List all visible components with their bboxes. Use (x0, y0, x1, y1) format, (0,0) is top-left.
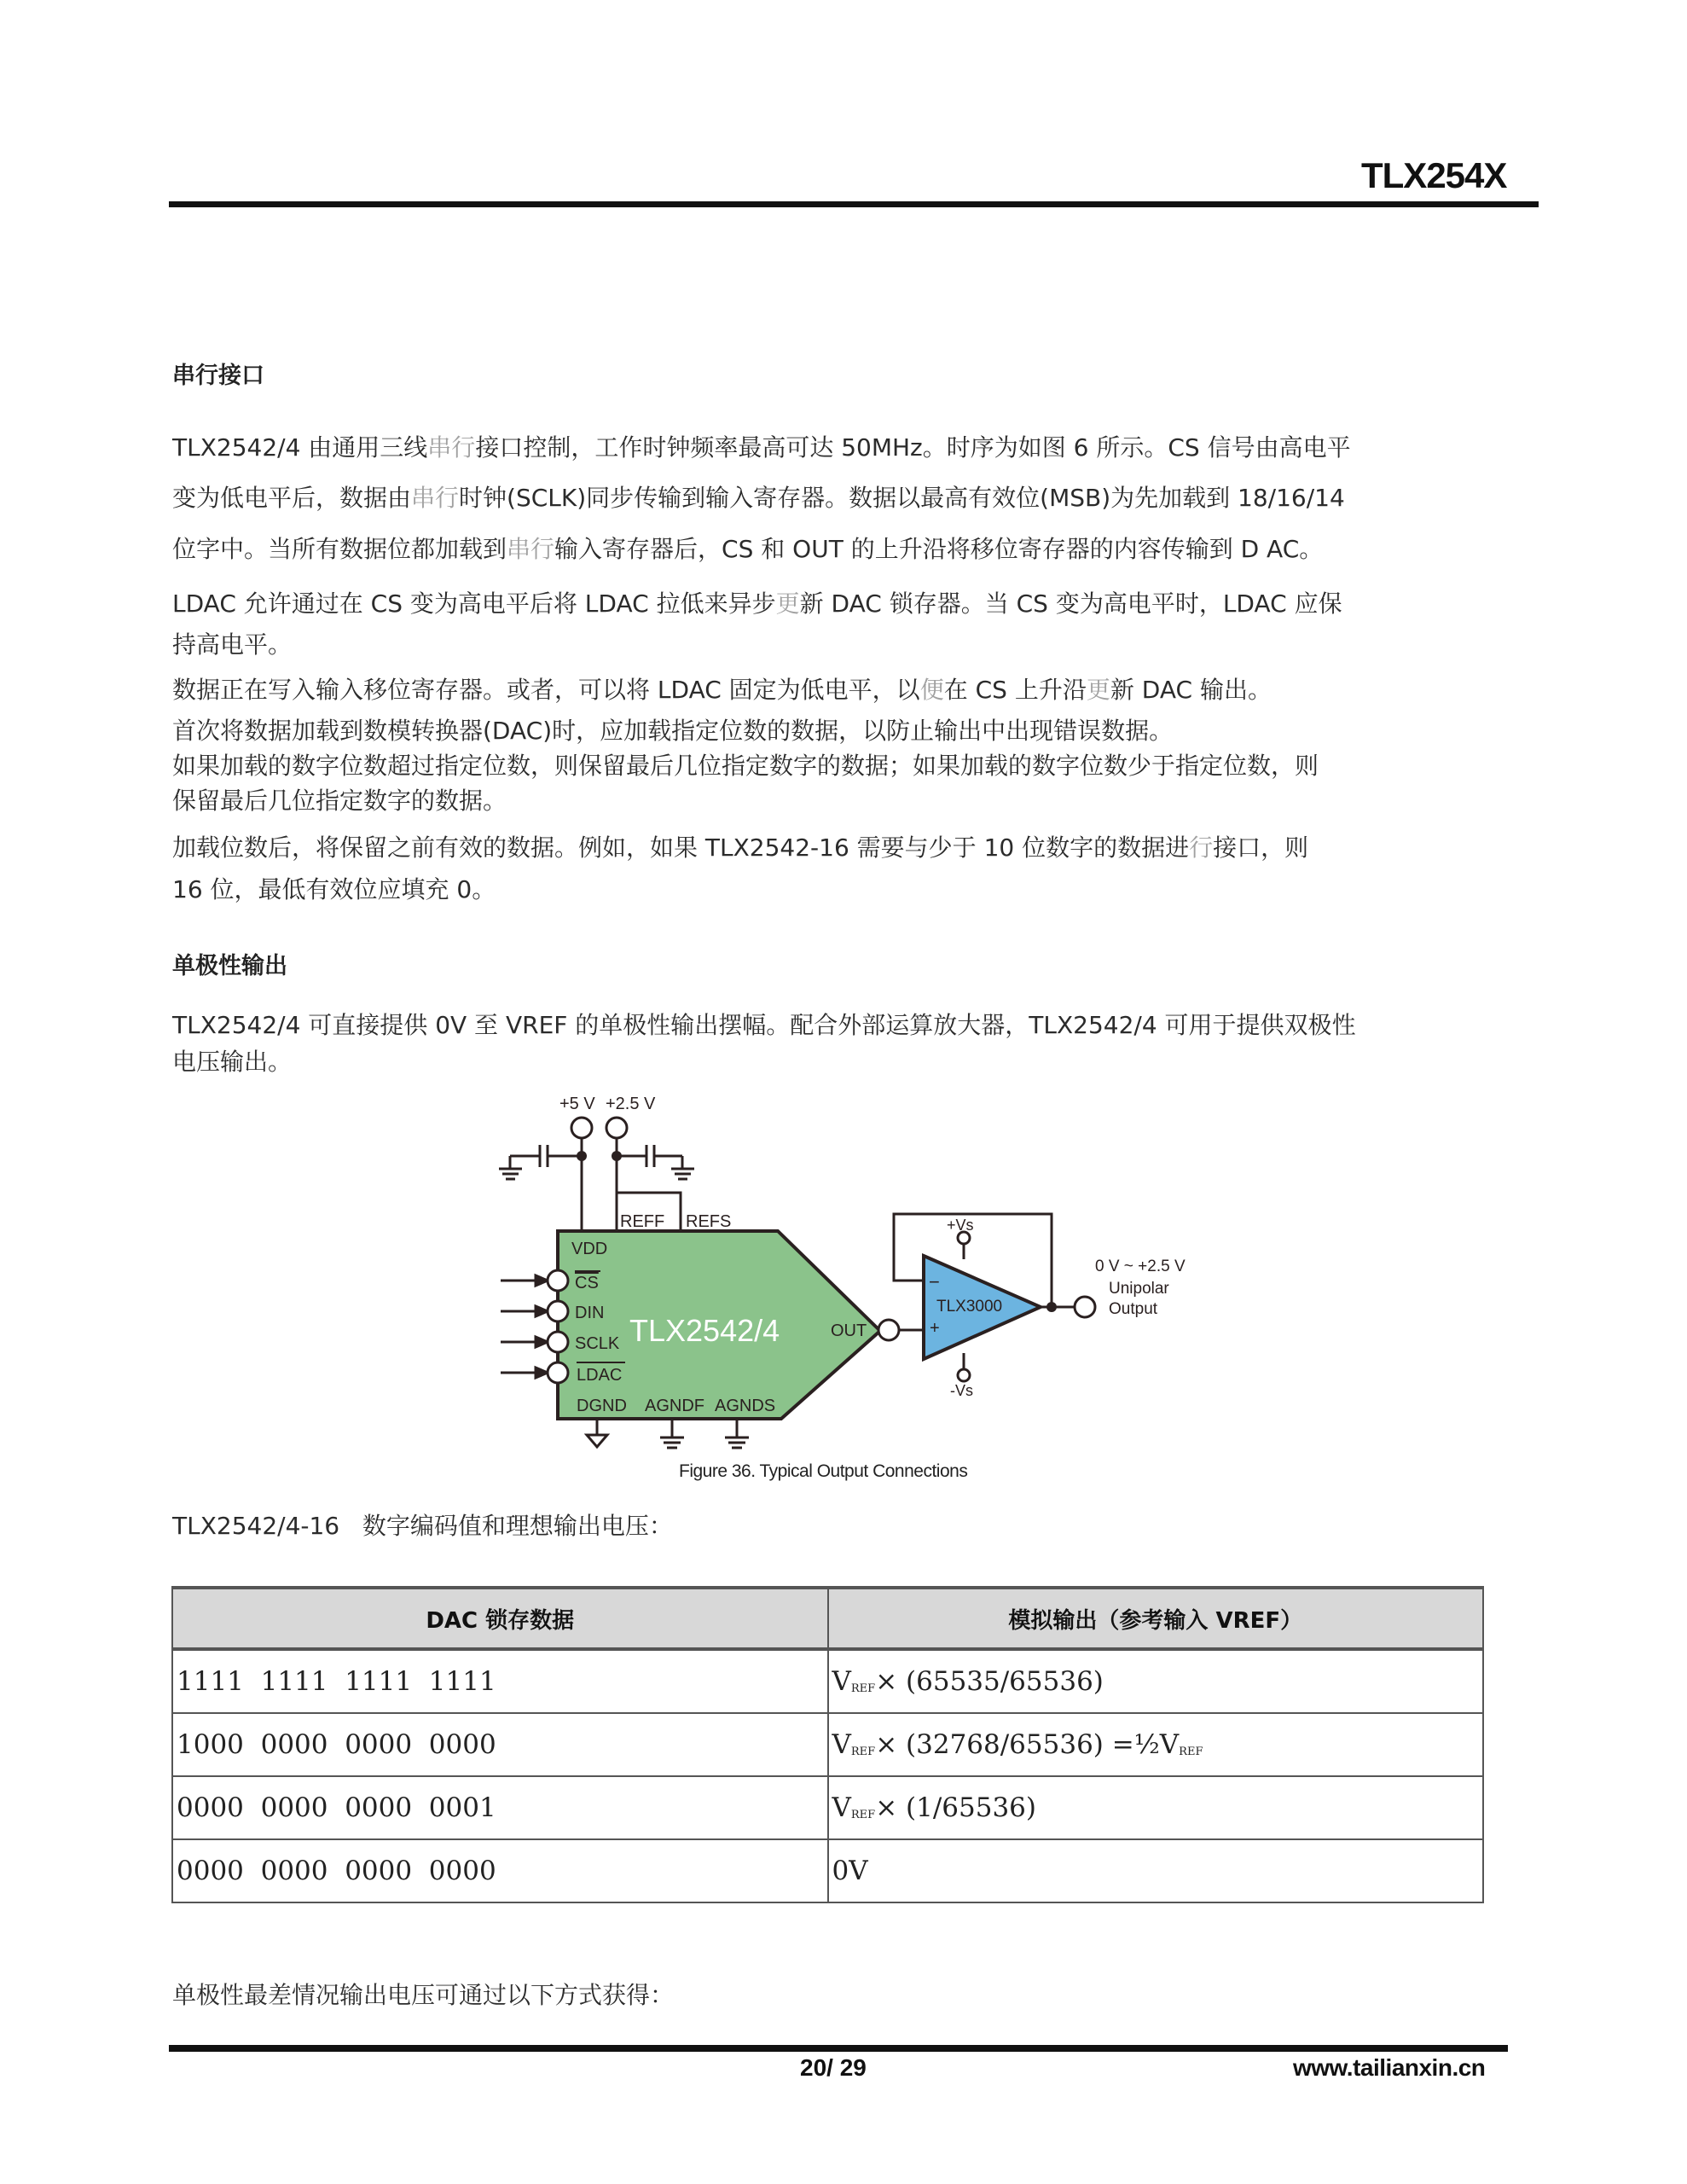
paragraph-line: 如果加载的数字位数超过指定位数，则保留最后几位指定数字的数据；如果加载的数字位数少于指定位数，则 (172, 752, 1319, 780)
paragraph-line: TLX2542/4 由通用三线串行接口控制，工作时钟频率最高可达 50MHz。时序为如图 6 所示。CS 信号由高电平 (172, 433, 1351, 462)
page-number: 20/ 29 (800, 2054, 867, 2081)
latch-code-cell: 1111 1111 1111 1111 (172, 1649, 828, 1713)
output-label-output: Output (1109, 1300, 1158, 1318)
opamp-minus: − (929, 1271, 940, 1292)
table-intro: TLX2542/4-16 数字编码值和理想输出电压： (172, 1512, 673, 1540)
table-header-row (172, 1588, 1483, 1649)
dac-code-table (171, 1586, 1484, 1903)
pos-supply-label: +Vs (947, 1217, 974, 1234)
paragraph-line: 保留最后几位指定数字的数据。 (172, 787, 507, 815)
paragraph-line: 16 位，最低有效位应填充 0。 (172, 875, 496, 903)
supply-5v-label: +5 V (559, 1095, 595, 1113)
supply-2v5-terminal (606, 1118, 627, 1138)
pin-label-reff: REFF (620, 1212, 665, 1231)
pos-supply-terminal (958, 1232, 970, 1244)
pin-label-agnds: AGNDS (715, 1397, 776, 1415)
pin-label-refs: REFS (686, 1212, 732, 1231)
output-connection-diagram (486, 1075, 1220, 1476)
table-row (172, 1776, 1483, 1839)
pin-label-sclk: SCLK (575, 1334, 620, 1353)
pin-label-cs: CS (575, 1274, 599, 1292)
paragraph-line: 变为低电平后，数据由串行时钟(SCLK)同步传输到输入寄存器。数据以最高有效位(MSB)为先加载到 18/16/14 (172, 484, 1345, 512)
table-row (172, 1713, 1483, 1776)
document-title: TLX254X (1361, 155, 1507, 195)
cs-input-pin (548, 1270, 568, 1291)
analog-output-cell: VREF× (32768/65536) =½VREF (828, 1713, 1484, 1776)
pin-label-din: DIN (575, 1304, 605, 1322)
ldac-input-pin (548, 1362, 568, 1383)
pin-label-out: OUT (831, 1321, 867, 1340)
din-input-pin (548, 1301, 568, 1321)
paragraph-line: 位字中。当所有数据位都加载到串行输入寄存器后，CS 和 OUT 的上升沿将移位寄存器的内容传输到 D AC。 (172, 535, 1324, 563)
output-range-label: 0 V ~ +2.5 V (1095, 1258, 1186, 1275)
analog-output-cell: VREF× (65535/65536) (828, 1649, 1484, 1713)
latch-code-cell: 0000 0000 0000 0000 (172, 1839, 828, 1902)
section-heading-unipolar: 单极性输出 (172, 953, 287, 979)
latch-code-cell: 0000 0000 0000 0001 (172, 1776, 828, 1839)
pin-label-dgnd: DGND (577, 1397, 627, 1415)
paragraph-line: 单极性最差情况输出电压可通过以下方式获得： (172, 1981, 675, 2009)
paragraph-line: 加载位数后，将保留之前有效的数据。例如，如果 TLX2542-16 需要与少于 10 位数字的数据进行接口，则 (172, 834, 1309, 862)
sclk-input-pin (548, 1332, 568, 1352)
output-label-unipolar: Unipolar (1109, 1280, 1169, 1298)
section-heading-serial: 串行接口 (172, 363, 264, 389)
pin-label-agndf: AGNDF (645, 1397, 704, 1415)
header-divider (169, 201, 1539, 207)
neg-supply-terminal (958, 1369, 970, 1381)
paragraph-line: 数据正在写入输入移位寄存器。或者，可以将 LDAC 固定为低电平，以便在 CS 上升沿更新 DAC 输出。 (172, 676, 1272, 704)
figure-caption: Figure 36. Typical Output Connections (679, 1461, 968, 1481)
pin-label-vdd: VDD (571, 1240, 608, 1258)
table-row (172, 1649, 1483, 1713)
table-row (172, 1839, 1483, 1902)
opamp-plus: + (930, 1319, 940, 1338)
paragraph-line: TLX2542/4 可直接提供 0V 至 VREF 的单极性输出摆幅。配合外部运算放大器，TLX2542/4 可用于提供双极性 (172, 1011, 1356, 1039)
paragraph-line: 首次将数据加载到数模转换器(DAC)时，应加载指定位数的数据，以防止输出中出现错误数据。 (172, 717, 1174, 745)
footer-divider (169, 2045, 1508, 2052)
website-link[interactable]: www.tailianxin.cn (1293, 2054, 1486, 2081)
supply-5v-terminal (571, 1118, 592, 1138)
neg-supply-label: -Vs (950, 1382, 973, 1399)
analog-output-cell: 0V (828, 1839, 1484, 1902)
dac-out-pin (878, 1320, 899, 1340)
analog-output-cell: VREF× (1/65536) (828, 1776, 1484, 1839)
paragraph-line: LDAC 允许通过在 CS 变为高电平后将 LDAC 拉低来异步更新 DAC 锁存器。当 CS 变为高电平时，LDAC 应保 (172, 590, 1342, 618)
pin-label-ldac: LDAC (577, 1366, 623, 1385)
latch-code-cell: 1000 0000 0000 0000 (172, 1713, 828, 1776)
output-terminal (1075, 1297, 1095, 1317)
supply-2v5-label: +2.5 V (606, 1095, 656, 1113)
column-header-latch-data: DAC 锁存数据 (172, 1588, 828, 1649)
paragraph-line: 持高电平。 (172, 630, 293, 659)
digital-ground-icon (587, 1435, 607, 1447)
opamp-name: TLX3000 (936, 1298, 1003, 1316)
column-header-analog-output: 模拟输出（参考输入 VREF） (828, 1588, 1484, 1649)
paragraph-line: 电压输出。 (172, 1048, 293, 1076)
dac-chip-name: TLX2542/4 (629, 1313, 780, 1348)
